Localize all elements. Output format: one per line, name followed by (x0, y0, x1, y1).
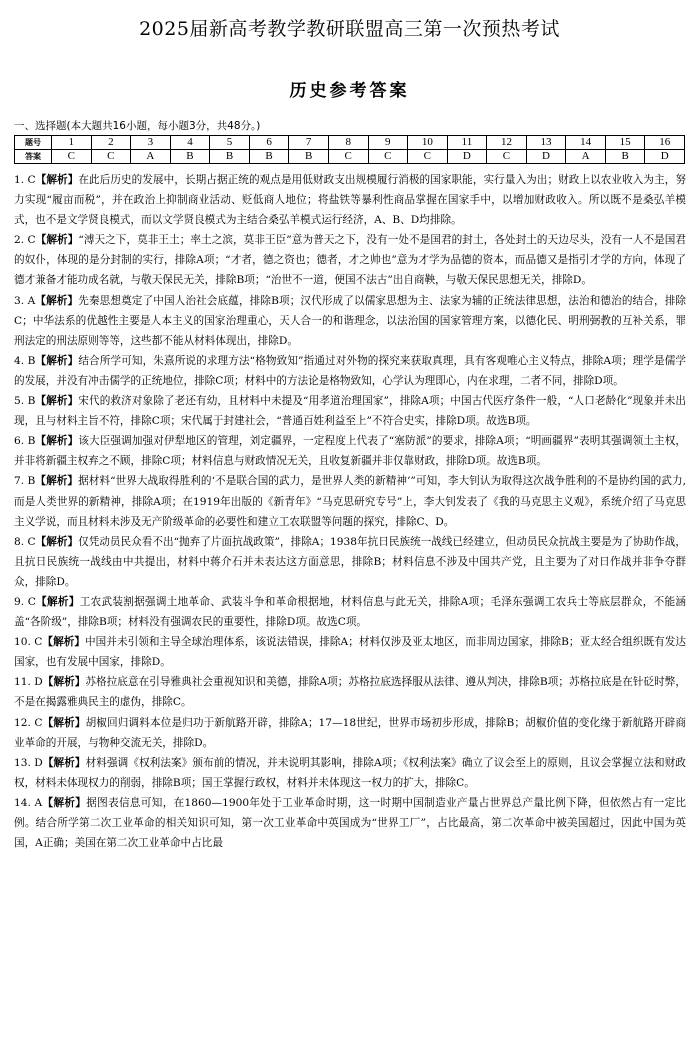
question-answer-label: 2. C (14, 234, 36, 247)
analysis-tag: 【解析】 (42, 716, 86, 729)
answer-cell: C (368, 150, 408, 164)
analysis-text: 工农武装割据强调土地革命、武装斗争和革命根据地，材料信息与此无关，排除A项；毛泽东强调工农兵士等底层群众，不能涵盖“各阶级”，排除B项；材料没有强调农民的重要性，排除D项。故选C项。 (14, 595, 686, 629)
explanation-item (14, 753, 686, 793)
answer-cell: C (328, 150, 368, 164)
analysis-text: “溥天之下，莫非王土；率土之滨，莫非王臣”意为普天之下，没有一处不是国君的封土，各处封土的天边尽头，没有一人不是国君的奴仆，体现的是分封制的实行，排除A项；“才者，德之资也；德者，才之帅也”意为才学为品德的资本，而品德又是指引才学的方向，体现了德才兼备才能功成名就，与敬天保民无关，排除B项；“治世不一道，便国不法古”出自商鞅，与敬天保民思想无关，排除D。 (14, 234, 687, 287)
page-title: 2025届新高考教学教研联盟高三第一次预热考试 (139, 18, 560, 40)
explanation-item (14, 230, 686, 290)
analysis-tag: 【解析】 (35, 435, 79, 448)
question-number-cell: 1 (52, 136, 92, 150)
explanation-item (14, 793, 686, 853)
row-label-answer: 答案 (15, 150, 52, 164)
question-answer-label: 10. C (14, 636, 43, 649)
answer-cell: B (605, 150, 645, 164)
explanation-item (14, 351, 686, 391)
analysis-text: 材料强调《权利法案》颁布前的情况，并未说明其影响，排除A项；《权利法案》确立了议会至上的原则，且议会掌握立法和财政权，材料未体现权力的削弱，排除B项；国王掌握行政权，材料并未体现这一权力的扩大，排除C。 (14, 756, 686, 789)
analysis-tag: 【解析】 (35, 234, 79, 247)
answer-cell: A (566, 150, 606, 164)
answer-cell: C (52, 150, 92, 164)
explanation-item (14, 592, 686, 632)
explanation-item (14, 632, 686, 672)
question-answer-label: 5. B (14, 395, 36, 408)
question-answer-label: 7. B (14, 475, 36, 488)
explanation-item (14, 431, 686, 471)
explanation-item (14, 291, 686, 351)
question-number-cell: 15 (605, 136, 645, 150)
analysis-text: 结合所学可知，朱熹所说的求理方法“格物致知”指通过对外物的探究来获取真理，具有客观唯心主义特点，排除A项；理学是儒学的发展，并没有冲击儒学的正统地位，排除C项；材料中的方法论是格物致知，心学认为理即心，内在求理，二者不同，排除D项。 (14, 354, 686, 387)
question-answer-label: 14. A (14, 796, 43, 809)
analysis-tag: 【解析】 (35, 294, 79, 307)
question-number-cell: 8 (328, 136, 368, 150)
question-number-cell: 5 (210, 136, 250, 150)
answer-cell: D (645, 150, 685, 164)
answer-table-row-numbers (15, 136, 685, 150)
analysis-tag: 【解析】 (35, 535, 79, 548)
analysis-text: 苏格拉底意在引导雅典社会重视知识和美德，排除A项；苏格拉底选择服从法律、遵从判决，排除B项；苏格拉底是在针砭时弊，不是在揭露雅典民主的虚伪，排除C。 (14, 676, 687, 709)
analysis-tag: 【解析】 (35, 174, 79, 186)
question-answer-label: 11. D (14, 676, 43, 689)
analysis-text: 仅凭动员民众看不出“抛弃了片面抗战政策”，排除A；1938年抗日民族统一战线已经建立，但动员民众抗战主要是为了协助作战，且抗日民族统一战线由中共提出，材料中蒋介石并未表达这方面意思，排除B；材料信息不涉及中国共产党，且主要为了对日作战并非争夺群众，排除D。 (14, 535, 686, 588)
analysis-text: 胡椒回归调料本位是归功于新航路开辟，排除A；17—18世纪，世界市场初步形成，排除B；胡椒价值的变化缘于新航路开辟商业革命的开展，与物种交流无关，排除D。 (14, 716, 686, 749)
analysis-tag: 【解析】 (42, 676, 86, 689)
question-number-cell: 13 (526, 136, 566, 150)
analysis-text: 在此后历史的发展中，长期占据正统的观点是用低财政支出规模履行消极的国家职能，实行量入为出；财政上以农业收入为主，努力实现“履亩而税”，并在政治上抑制商业活动、贬低商人地位；将盐铁等暴利性商品掌握在国家手中，以增加财政收入。所以既不是桑弘羊模式，也不是文学贤良模式，而以文学贤良模式为主结合桑弘羊模式运行经济，A、B、D均排除。 (14, 174, 686, 227)
analysis-tag: 【解析】 (42, 796, 87, 809)
answer-cell: C (487, 150, 527, 164)
question-answer-label: 12. C (14, 716, 43, 729)
question-number-cell: 14 (566, 136, 606, 150)
explanation-item (14, 713, 686, 753)
question-number-cell: 7 (289, 136, 329, 150)
question-number-cell: 10 (408, 136, 448, 150)
question-number-cell: 9 (368, 136, 408, 150)
answer-cell: D (447, 150, 487, 164)
answer-cell: C (91, 150, 131, 164)
page-subtitle: 历史参考答案 (289, 81, 410, 101)
question-answer-label: 4. B (14, 354, 36, 367)
question-number-cell: 4 (170, 136, 210, 150)
question-number-cell: 16 (645, 136, 685, 150)
section-heading: 一、选择题(本大题共16小题，每小题3分，共48分。) (14, 120, 261, 132)
answer-cell: D (526, 150, 566, 164)
question-number-cell: 11 (447, 136, 487, 150)
analysis-tag: 【解析】 (42, 636, 86, 649)
answer-cell: A (131, 150, 171, 164)
explanations (14, 170, 686, 853)
analysis-text: 据图表信息可知，在1860—1900年处于工业革命时期，这一时期中国制造业产量占世界总产量比例下降，但依然占有一定比例。结合所学第二次工业革命的相关知识可知，第一次工业革命中英国成为“世界工厂”，占比最高，第二次革命中被美国超过，因此中国为英国，A正确；美国在第二次工业革命中占比最 (14, 796, 686, 850)
explanation-item (14, 672, 686, 712)
question-answer-label: 13. D (14, 756, 43, 769)
explanation-item (14, 391, 686, 431)
answer-cell: B (170, 150, 210, 164)
analysis-tag: 【解析】 (42, 756, 86, 769)
analysis-text: 先秦思想奠定了中国人治社会底蕴，排除B项；汉代形成了以儒家思想为主、法家为辅的正统法律思想，法治和德治的结合，排除C；中华法系的优越性主要是人本主义的国家治理重心，天人合一的和谐理念，以法治国的国家管理方案，以德化民、明刑弼教的互补关系，罪刑法定的刑法原则等等，这些都不能从材料体现出，排除D。 (14, 294, 686, 347)
question-number-cell: 2 (91, 136, 131, 150)
answer-table (14, 135, 685, 164)
analysis-tag: 【解析】 (35, 354, 79, 367)
explanation-item (14, 471, 686, 531)
answer-cell: B (289, 150, 329, 164)
question-answer-label: 3. A (14, 294, 36, 307)
question-answer-label: 6. B (14, 435, 36, 448)
answer-table-row-answers (15, 150, 685, 164)
question-number-cell: 6 (249, 136, 289, 150)
analysis-text: 宋代的救济对象除了老还有幼，且材料中未提及“用孝道治理国家”，排除A项；中国古代医疗条件一般，“人口老龄化”现象并未出现，且与材料主旨不符，排除C项；宋代属于封建社会，“普通百姓利益至上”不符合史实，排除D项。故选B项。 (14, 395, 686, 428)
answer-cell: C (408, 150, 448, 164)
question-number-cell: 12 (487, 136, 527, 150)
explanation-item (14, 170, 686, 230)
question-answer-label: 1. C (14, 174, 36, 186)
answer-cell: B (249, 150, 289, 164)
analysis-tag: 【解析】 (35, 395, 79, 408)
question-number-cell: 3 (131, 136, 171, 150)
analysis-text: 中国并未引领和主导全球治理体系，该说法错误，排除A；材料仅涉及亚太地区，而非周边国家，排除B；亚太经合组织既有发达国家，也有发展中国家，排除D。 (14, 636, 687, 669)
analysis-tag: 【解析】 (35, 475, 79, 488)
answer-cell: B (210, 150, 250, 164)
analysis-text: 据材料“世界大战取得胜利的‘不是联合国的武力，是世界人类的新精神’”可知，李大钊认为取得这次战争胜利的不是协约国的武力,而是人类世界的新精神，排除A项；在1919年出版的《新青年》“马克思研究专号”上，李大钊发表了《我的马克思主义观》，系统介绍了马克思主义学说，而且材料未涉及无产阶级革命的必要性和建立工农联盟等问题的探究，排除C、D。 (14, 475, 686, 528)
question-answer-label: 8. C (14, 535, 36, 548)
row-label-number: 题号 (15, 136, 52, 150)
analysis-tag: 【解析】 (35, 595, 80, 608)
explanation-item (14, 532, 686, 592)
question-answer-label: 9. C (14, 595, 36, 608)
analysis-text: 该大臣强调加强对伊犁地区的管理，刘定疆界，一定程度上代表了“塞防派”的要求，排除A项；“明画疆界”表明其强调领土主权，并非将新疆主权弃之不顾，排除C项；材料信息与财政情况无关，且收复新疆并非仅靠财政，排除D项。故选B项。 (14, 435, 687, 468)
